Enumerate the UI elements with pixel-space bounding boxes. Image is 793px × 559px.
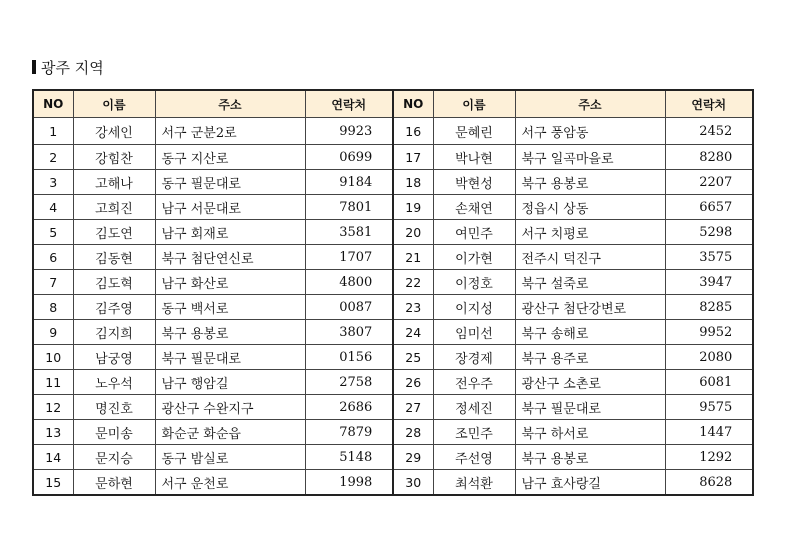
- cell-address: 북구 송해로: [515, 320, 665, 345]
- cell-no: 22: [393, 270, 433, 295]
- header-address: 주소: [155, 90, 305, 118]
- cell-no: 24: [393, 320, 433, 345]
- table-row: [33, 145, 753, 170]
- cell-name: 고해나: [73, 170, 155, 195]
- cell-no: 29: [393, 445, 433, 470]
- cell-contact: 5298: [665, 220, 753, 245]
- cell-address: 광산구 수완지구: [155, 395, 305, 420]
- cell-name: 김도연: [73, 220, 155, 245]
- cell-name: 박나현: [433, 145, 515, 170]
- cell-address: 남구 효사랑길: [515, 470, 665, 496]
- header-name: 이름: [433, 90, 515, 118]
- cell-name: 김지희: [73, 320, 155, 345]
- cell-contact: 8280: [665, 145, 753, 170]
- cell-address: 광산구 소촌로: [515, 370, 665, 395]
- cell-contact: 9184: [305, 170, 393, 195]
- cell-contact: 2758: [305, 370, 393, 395]
- cell-no: 13: [33, 420, 73, 445]
- cell-no: 3: [33, 170, 73, 195]
- cell-name: 김도혁: [73, 270, 155, 295]
- header-address: 주소: [515, 90, 665, 118]
- table-row: [33, 420, 753, 445]
- cell-name: 강세인: [73, 118, 155, 145]
- cell-no: 20: [393, 220, 433, 245]
- cell-name: 장경제: [433, 345, 515, 370]
- cell-address: 남구 서문대로: [155, 195, 305, 220]
- cell-address: 남구 회재로: [155, 220, 305, 245]
- cell-address: 북구 설죽로: [515, 270, 665, 295]
- cell-name: 주선영: [433, 445, 515, 470]
- table-row: [33, 395, 753, 420]
- cell-address: 동구 지산로: [155, 145, 305, 170]
- cell-name: 문하현: [73, 470, 155, 496]
- cell-name: 남궁영: [73, 345, 155, 370]
- cell-no: 18: [393, 170, 433, 195]
- cell-contact: 1292: [665, 445, 753, 470]
- table-row: [33, 118, 753, 145]
- cell-contact: 6657: [665, 195, 753, 220]
- header-no: NO: [393, 90, 433, 118]
- cell-contact: 9923: [305, 118, 393, 145]
- cell-name: 전우주: [433, 370, 515, 395]
- section-title: [32, 56, 104, 78]
- cell-name: 노우석: [73, 370, 155, 395]
- cell-address: 남구 행암길: [155, 370, 305, 395]
- cell-no: 9: [33, 320, 73, 345]
- cell-address: 광산구 첨단강변로: [515, 295, 665, 320]
- cell-address: 서구 풍암동: [515, 118, 665, 145]
- cell-contact: 8285: [665, 295, 753, 320]
- cell-address: 전주시 덕진구: [515, 245, 665, 270]
- cell-no: 30: [393, 470, 433, 496]
- cell-no: 12: [33, 395, 73, 420]
- header-contact: 연락처: [665, 90, 753, 118]
- cell-contact: 3581: [305, 220, 393, 245]
- cell-contact: 4800: [305, 270, 393, 295]
- cell-address: 서구 군분2로: [155, 118, 305, 145]
- cell-address: 북구 용봉로: [515, 170, 665, 195]
- cell-contact: 3575: [665, 245, 753, 270]
- cell-address: 동구 백서로: [155, 295, 305, 320]
- title-bar-marker: [32, 60, 36, 74]
- cell-no: 5: [33, 220, 73, 245]
- cell-contact: 3947: [665, 270, 753, 295]
- cell-contact: 0156: [305, 345, 393, 370]
- table-row: [33, 370, 753, 395]
- cell-no: 27: [393, 395, 433, 420]
- cell-contact: 9952: [665, 320, 753, 345]
- cell-contact: 7801: [305, 195, 393, 220]
- cell-address: 북구 용봉로: [515, 445, 665, 470]
- table-row: [33, 170, 753, 195]
- cell-no: 19: [393, 195, 433, 220]
- cell-name: 이지성: [433, 295, 515, 320]
- cell-no: 23: [393, 295, 433, 320]
- table-header-row: [33, 90, 753, 118]
- cell-no: 25: [393, 345, 433, 370]
- cell-name: 이가현: [433, 245, 515, 270]
- cell-name: 손채연: [433, 195, 515, 220]
- table-row: [33, 470, 753, 496]
- cell-no: 8: [33, 295, 73, 320]
- header-no: NO: [33, 90, 73, 118]
- cell-no: 14: [33, 445, 73, 470]
- cell-name: 고희진: [73, 195, 155, 220]
- cell-contact: 7879: [305, 420, 393, 445]
- cell-no: 7: [33, 270, 73, 295]
- table-body: [33, 118, 753, 496]
- cell-name: 여민주: [433, 220, 515, 245]
- cell-address: 북구 용주로: [515, 345, 665, 370]
- cell-no: 6: [33, 245, 73, 270]
- cell-contact: 6081: [665, 370, 753, 395]
- table-row: [33, 445, 753, 470]
- cell-name: 강힘찬: [73, 145, 155, 170]
- cell-contact: 0699: [305, 145, 393, 170]
- cell-name: 박현성: [433, 170, 515, 195]
- cell-no: 28: [393, 420, 433, 445]
- cell-no: 10: [33, 345, 73, 370]
- cell-contact: 9575: [665, 395, 753, 420]
- cell-address: 남구 화산로: [155, 270, 305, 295]
- cell-contact: 1707: [305, 245, 393, 270]
- cell-address: 북구 필문대로: [155, 345, 305, 370]
- cell-contact: 1998: [305, 470, 393, 496]
- cell-name: 조민주: [433, 420, 515, 445]
- cell-name: 이정호: [433, 270, 515, 295]
- cell-contact: 2080: [665, 345, 753, 370]
- cell-address: 북구 하서로: [515, 420, 665, 445]
- contact-table: [32, 89, 754, 496]
- table-row: [33, 220, 753, 245]
- cell-no: 21: [393, 245, 433, 270]
- cell-no: 26: [393, 370, 433, 395]
- header-name: 이름: [73, 90, 155, 118]
- cell-contact: 0087: [305, 295, 393, 320]
- cell-no: 11: [33, 370, 73, 395]
- cell-address: 서구 운천로: [155, 470, 305, 496]
- cell-name: 최석환: [433, 470, 515, 496]
- cell-no: 4: [33, 195, 73, 220]
- cell-name: 문미송: [73, 420, 155, 445]
- cell-address: 북구 용봉로: [155, 320, 305, 345]
- cell-name: 김주영: [73, 295, 155, 320]
- table-row: [33, 320, 753, 345]
- cell-name: 문지승: [73, 445, 155, 470]
- cell-no: 16: [393, 118, 433, 145]
- section-title-text: 광주 지역: [41, 58, 104, 77]
- cell-name: 김동현: [73, 245, 155, 270]
- cell-address: 북구 일곡마을로: [515, 145, 665, 170]
- cell-no: 15: [33, 470, 73, 496]
- cell-name: 정세진: [433, 395, 515, 420]
- cell-name: 문혜린: [433, 118, 515, 145]
- table-row: [33, 195, 753, 220]
- cell-address: 정읍시 상동: [515, 195, 665, 220]
- table-row: [33, 270, 753, 295]
- cell-contact: 8628: [665, 470, 753, 496]
- cell-contact: 2452: [665, 118, 753, 145]
- cell-contact: 2207: [665, 170, 753, 195]
- cell-no: 2: [33, 145, 73, 170]
- cell-address: 동구 밤실로: [155, 445, 305, 470]
- cell-contact: 2686: [305, 395, 393, 420]
- header-contact: 연락처: [305, 90, 393, 118]
- cell-name: 임미선: [433, 320, 515, 345]
- cell-address: 동구 필문대로: [155, 170, 305, 195]
- cell-contact: 5148: [305, 445, 393, 470]
- cell-contact: 1447: [665, 420, 753, 445]
- table-row: [33, 345, 753, 370]
- table-row: [33, 295, 753, 320]
- table-row: [33, 245, 753, 270]
- cell-address: 북구 필문대로: [515, 395, 665, 420]
- cell-no: 17: [393, 145, 433, 170]
- cell-no: 1: [33, 118, 73, 145]
- cell-address: 화순군 화순읍: [155, 420, 305, 445]
- cell-address: 북구 첨단연신로: [155, 245, 305, 270]
- cell-contact: 3807: [305, 320, 393, 345]
- cell-address: 서구 치평로: [515, 220, 665, 245]
- cell-name: 명진호: [73, 395, 155, 420]
